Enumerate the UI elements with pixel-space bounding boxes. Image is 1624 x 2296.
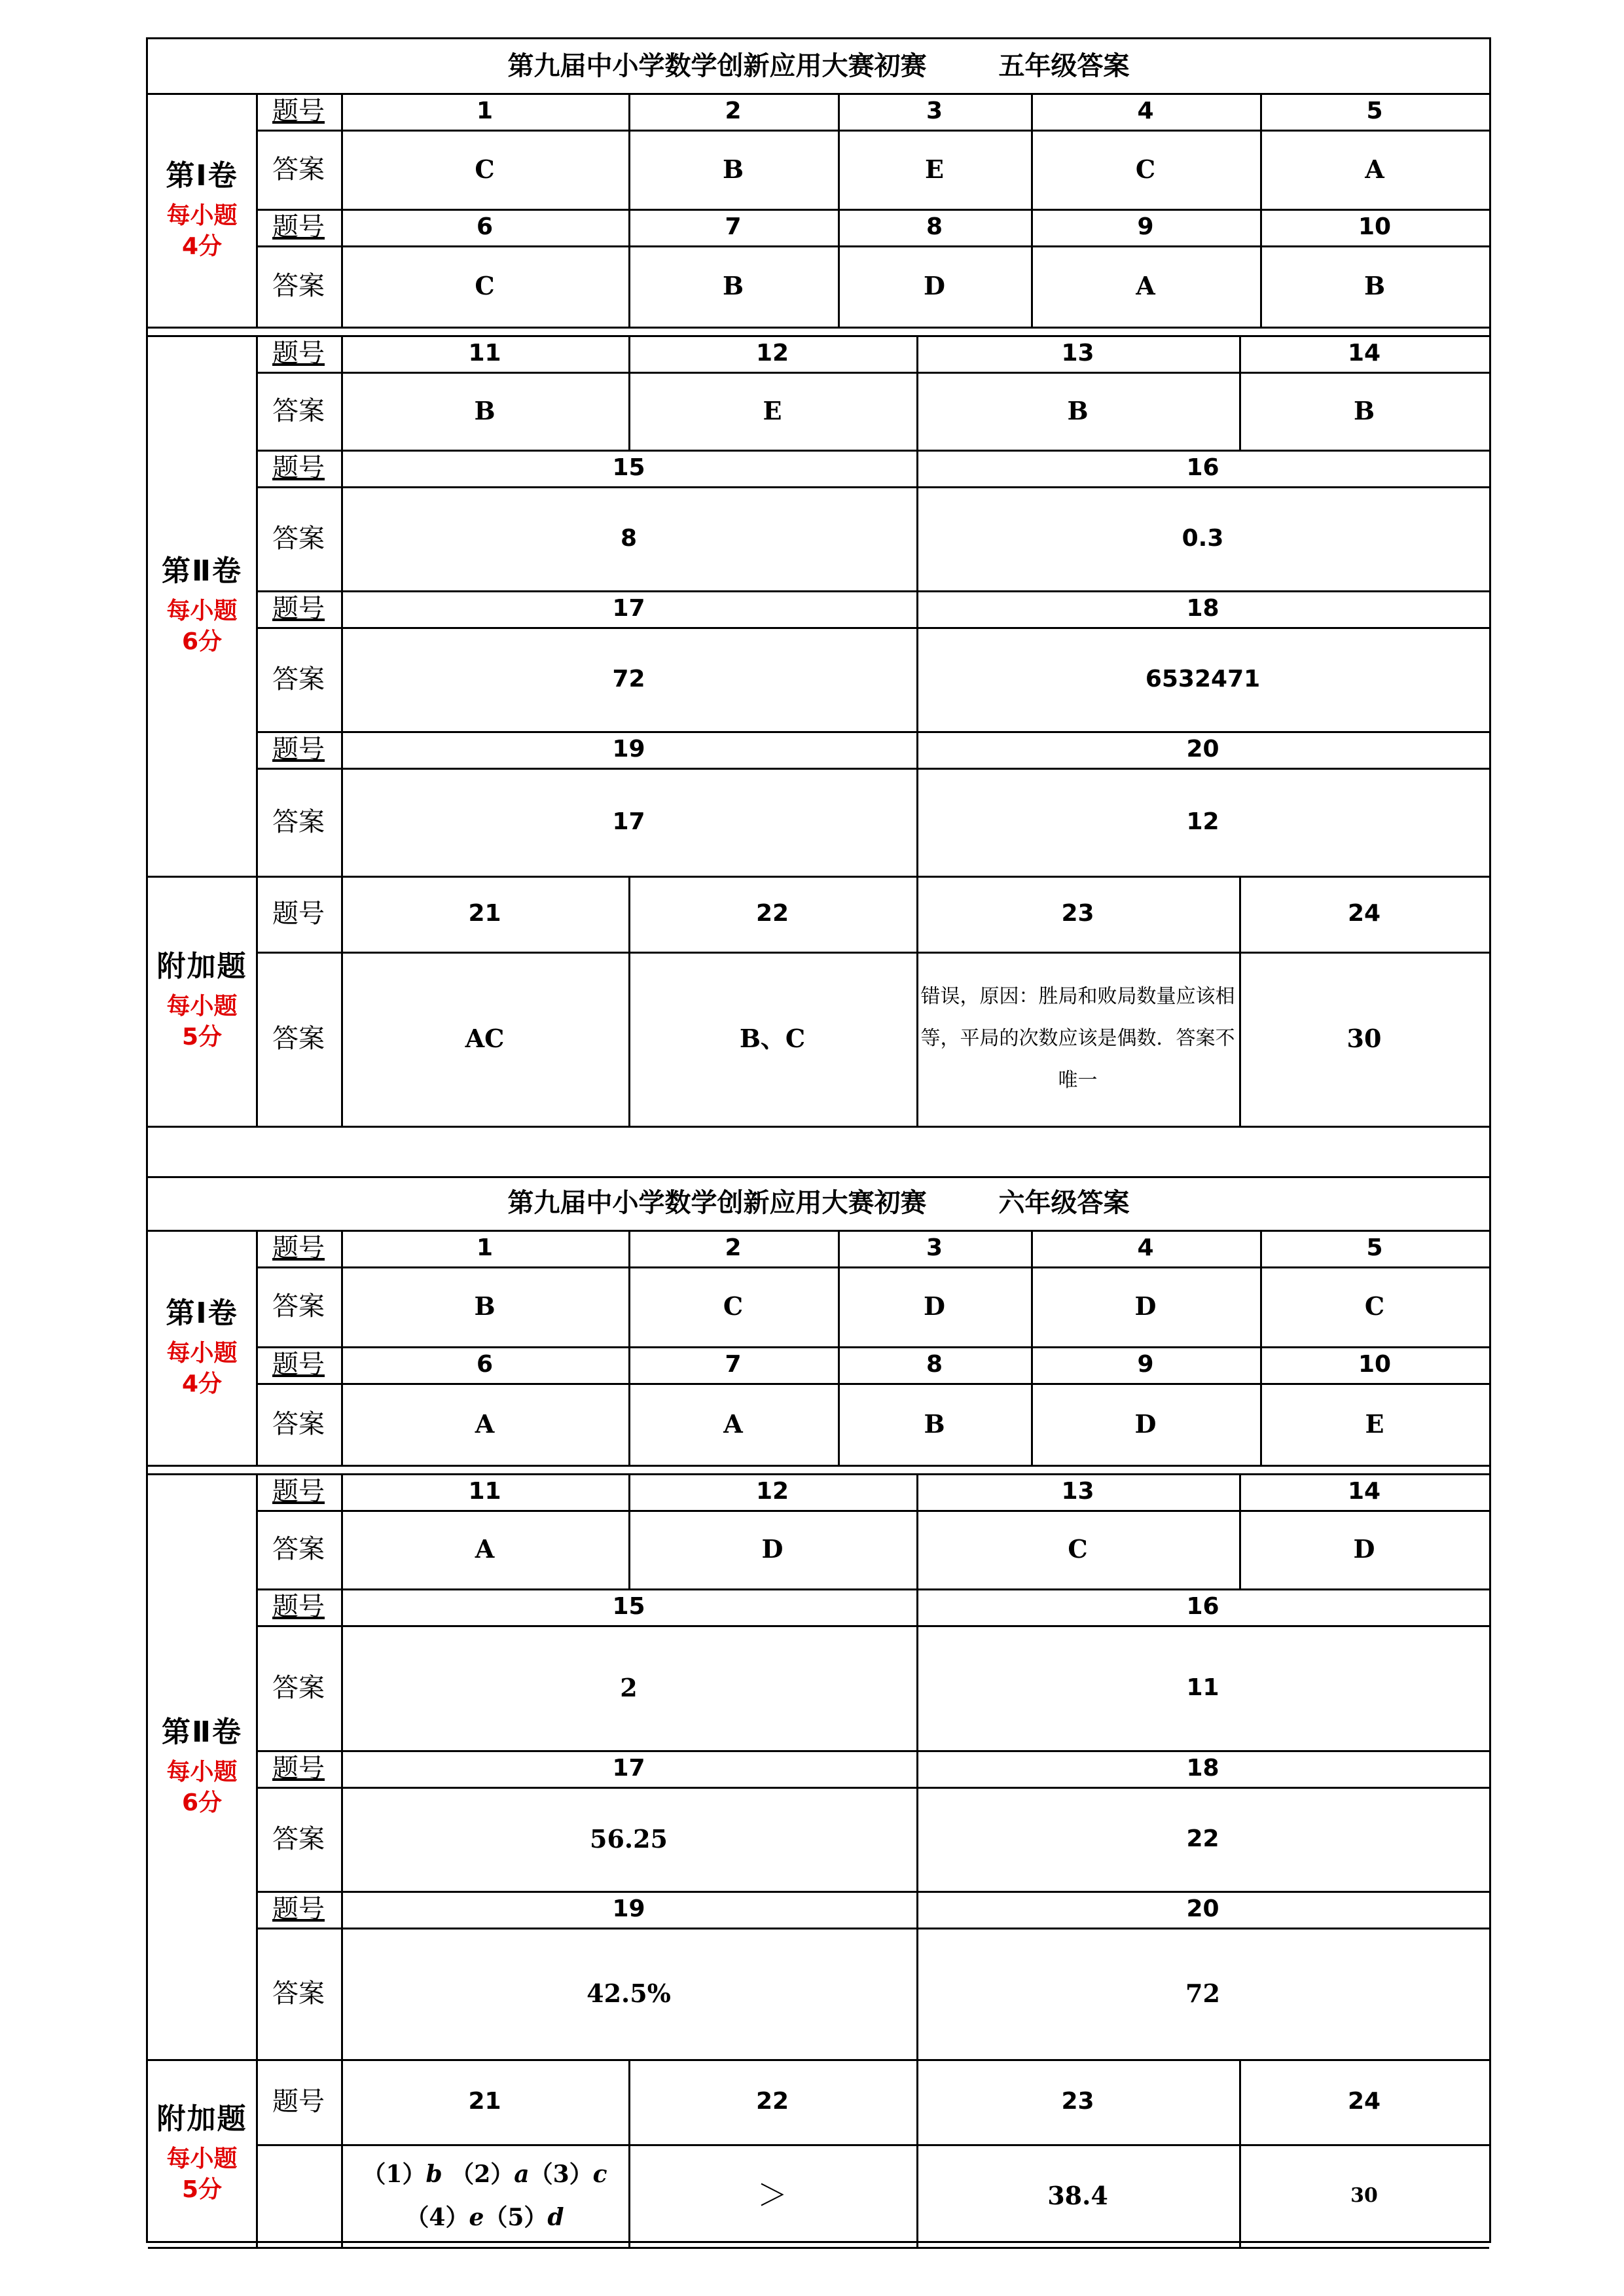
grade5-answer: 12 (1186, 808, 1219, 835)
grade6-bonus-points-label: 每小题 (166, 2145, 238, 2172)
grade5-answer: 0.3 (1182, 524, 1224, 552)
grade5-answer: B (722, 271, 744, 301)
grade5-a-label: 答案 (272, 1024, 325, 1054)
grade6-question-number: 13 (1061, 1478, 1094, 1505)
grade5-bonus-points-label: 每小题 (166, 993, 238, 1020)
part-label: （2） (450, 2160, 514, 2188)
grade6-answer: 72 (1185, 1978, 1220, 2008)
part-value: e (469, 2203, 484, 2231)
grade6-question-number: 6 (476, 1351, 494, 1378)
grade5-question-number: 1 (476, 98, 494, 125)
grade6-part1-label (148, 1230, 256, 1465)
grade5-bonus-name: 附加题 (156, 950, 247, 984)
grade6-a-label: 答案 (272, 1672, 325, 1703)
grade6-question-number: 2 (725, 1234, 742, 1262)
grade5-a-label: 答案 (272, 271, 325, 301)
grade6-answer: B (924, 1408, 945, 1439)
grade5-answer: B、C (739, 1024, 806, 1054)
grade5-answer: C (1135, 154, 1156, 184)
part-label: （4） (405, 2203, 469, 2231)
grade5-title-text: 第九届中小学数学创新应用大赛初赛 (507, 51, 927, 81)
grade5-question-number: 22 (755, 900, 789, 927)
grade5-q-label: 题号 (272, 594, 325, 624)
grade5-answer: C (475, 154, 495, 184)
grade5-q-label: 题号 (272, 734, 325, 764)
grade6-part2-points: 6分 (181, 1789, 223, 1816)
grade5-question-number: 11 (468, 340, 501, 367)
grade6-q-label: 题号 (272, 1350, 325, 1380)
grade6-a-label: 答案 (272, 1291, 325, 1321)
grade5-question-number: 3 (926, 98, 943, 125)
grade5-question-number: 24 (1347, 900, 1381, 927)
grade6-q-label: 题号 (272, 1477, 325, 1507)
grade6-answer: A (475, 1534, 495, 1564)
grade5-a-label: 答案 (272, 395, 325, 426)
grade6-answer: D (1134, 1408, 1157, 1439)
grade6-part1-points: 4分 (181, 1370, 223, 1397)
grade5-a-label: 答案 (272, 523, 325, 554)
grade6-part2-name: 第Ⅱ卷 (162, 1715, 242, 1749)
grade5-answer: AC (465, 1024, 505, 1054)
grade5-answer: 72 (612, 665, 645, 692)
grade5-answer: E (925, 154, 944, 184)
grade5-question-number: 4 (1137, 98, 1154, 125)
grade5-q-label: 题号 (272, 338, 325, 368)
grade6-answer: 2 (620, 1672, 638, 1702)
grade5-answer: B (722, 154, 744, 184)
part-label: （1） (362, 2160, 426, 2188)
grade6-question-number: 11 (468, 1478, 501, 1505)
grade5-a-label: 答案 (272, 154, 325, 185)
grade5-question-number: 6 (476, 213, 494, 241)
grade5-answer: B (1067, 395, 1089, 425)
part-value: b (425, 2160, 442, 2188)
part-label: （5） (484, 2203, 548, 2231)
grade5-q-label: 题号 (272, 96, 325, 126)
grade5-answer: 30 (1346, 1024, 1382, 1054)
grade6-question-number: 17 (612, 1755, 645, 1782)
grade5-question-number: 12 (755, 340, 789, 367)
grade6-answer: A (475, 1408, 495, 1439)
grade6-answer: E (1365, 1408, 1384, 1439)
grade5-question-number: 21 (468, 900, 501, 927)
grade6-question-number: 16 (1186, 1593, 1219, 1621)
grade5-part2-label (148, 335, 256, 876)
grade5-answer: C (475, 271, 495, 301)
grade6-answer: C (1364, 1291, 1385, 1321)
grade5-part1-label (148, 93, 256, 327)
grade6-answer: D (924, 1291, 945, 1321)
grade6-q-label: 题号 (272, 1233, 325, 1263)
grade5-bonus-label (148, 876, 256, 1126)
grade6-question-number: 1 (476, 1234, 494, 1262)
grade6-q-label: 题号 (272, 1753, 325, 1784)
part-value: c (592, 2160, 607, 2188)
grade6-bonus-label (148, 2059, 256, 2247)
grade5-answer: 17 (612, 808, 645, 835)
grade6-answer: D (1353, 1534, 1375, 1564)
grade6-part1-points-label: 每小题 (166, 1339, 238, 1367)
grade6-answer: D (1134, 1291, 1157, 1321)
grade6-subtitle-text: 六年级答案 (998, 1188, 1130, 1218)
grade6-q-label: 题号 (272, 2087, 325, 2117)
grade6-question-number: 19 (612, 1895, 645, 1923)
part-value: d (547, 2203, 564, 2231)
grade6-answer: C (1068, 1534, 1088, 1564)
grade5-q-label: 题号 (272, 453, 325, 483)
grade6-answer: 56.25 (590, 1823, 668, 1854)
answer-line (405, 2196, 564, 2239)
grade6-question-number: 7 (725, 1351, 742, 1378)
grade6-answer: B (474, 1291, 496, 1321)
grade5-question-number: 8 (926, 213, 943, 241)
grade5-q-label: 题号 (272, 212, 325, 242)
grade6-question-number: 23 (1061, 2088, 1094, 2115)
grade5-question-number: 17 (612, 595, 645, 622)
grade6-answer: 30 (1350, 2183, 1378, 2207)
grade6-answer: 38.4 (1047, 2180, 1108, 2210)
grade5-a-label: 答案 (272, 806, 325, 837)
grade6-answer: ＞ (757, 2177, 787, 2213)
grade6-question-number: 12 (755, 1478, 789, 1505)
grade5-part2-points-label: 每小题 (166, 598, 238, 625)
grade6-question-number: 3 (926, 1234, 943, 1262)
grade5-part1-name: 第Ⅰ卷 (166, 158, 238, 192)
grade6-answer-21 (341, 2144, 628, 2247)
grade5-answer: E (763, 395, 782, 425)
grade5-subtitle-text: 五年级答案 (998, 51, 1130, 81)
grade6-question-number: 21 (468, 2088, 501, 2115)
grade5-question-number: 7 (725, 213, 742, 241)
grade6-q-label: 题号 (272, 1592, 325, 1622)
grade5-question-number: 23 (1061, 900, 1094, 927)
grade5-question-number: 10 (1358, 213, 1392, 241)
grade5-answer: D (924, 271, 945, 301)
grade5-answer: B (474, 395, 496, 425)
grade5-part2-points: 6分 (181, 628, 223, 656)
grade5-question-number: 16 (1186, 454, 1219, 482)
grade5-question-number: 13 (1061, 340, 1094, 367)
answer-sheet (146, 37, 1491, 2243)
grade6-answer: C (723, 1291, 744, 1321)
grade6-question-number: 15 (612, 1593, 645, 1621)
grade6-part2-label (148, 1473, 256, 2059)
grade6-question-number: 20 (1186, 1895, 1219, 1923)
grade5-part2-name: 第Ⅱ卷 (162, 554, 242, 588)
grade5-question-number: 15 (612, 454, 645, 482)
part-value: a (514, 2160, 530, 2188)
grade6-part1-name: 第Ⅰ卷 (166, 1296, 238, 1330)
grade6-question-number: 10 (1358, 1351, 1392, 1378)
grade5-question-number: 19 (612, 736, 645, 763)
grade6-question-number: 8 (926, 1351, 943, 1378)
grade5-answer: B (1353, 395, 1375, 425)
grade6-title-text: 第九届中小学数学创新应用大赛初赛 (507, 1188, 927, 1218)
grade5-bonus-points: 5分 (181, 1024, 223, 1051)
grade5-a-label: 答案 (272, 664, 325, 694)
grade5-question-number: 18 (1186, 595, 1219, 622)
grade5-part1-points-label: 每小题 (166, 202, 238, 229)
grade5-answer: B (1363, 271, 1386, 301)
grade6-a-label: 答案 (272, 1978, 325, 2009)
grade6-question-number: 14 (1347, 1478, 1381, 1505)
grade6-bonus-points: 5分 (181, 2176, 223, 2203)
grade6-part2-points-label: 每小题 (166, 1758, 238, 1785)
grade6-answer: A (723, 1408, 743, 1439)
grade6-a-label: 答案 (272, 1823, 325, 1854)
part-label: （3） (529, 2160, 593, 2188)
grade5-question-number: 2 (725, 98, 742, 125)
grade6-a-label: 答案 (272, 1408, 325, 1439)
grade6-q-label: 题号 (272, 1894, 325, 1924)
grade6-bonus-name: 附加题 (156, 2102, 247, 2136)
answer-line (362, 2153, 607, 2196)
grade5-q-label: 题号 (272, 899, 325, 929)
grade6-question-number: 5 (1366, 1234, 1383, 1262)
grade5-question-number: 20 (1186, 736, 1219, 763)
grade6-answer: 42.5% (586, 1978, 671, 2008)
grade6-answer: 11 (1186, 1674, 1219, 1701)
grade5-answer: 8 (620, 524, 638, 552)
grade5-answer: A (1365, 154, 1384, 184)
grade5-question-number: 5 (1366, 98, 1383, 125)
grade5-answer: A (1136, 271, 1155, 301)
grade6-title (148, 1176, 1489, 1230)
grade6-question-number: 4 (1137, 1234, 1154, 1262)
grade5-question-number: 9 (1137, 213, 1154, 241)
grade6-question-number: 22 (755, 2088, 789, 2115)
grade5-part1-points: 4分 (181, 232, 223, 260)
grade6-question-number: 9 (1137, 1351, 1154, 1378)
grade6-question-number: 18 (1186, 1755, 1219, 1782)
grade6-answer: 22 (1186, 1825, 1219, 1852)
grade6-answer: D (761, 1534, 784, 1564)
grade5-title (148, 39, 1489, 93)
grade5-answer: 错误，原因：胜局和败局数量应该相等，平局的次数应该是偶数．答案不唯一 (920, 985, 1235, 1092)
grade5-question-number: 14 (1347, 340, 1381, 367)
grade5-answer: 6532471 (1145, 665, 1261, 692)
grade6-question-number: 24 (1347, 2088, 1381, 2115)
grade6-a-label: 答案 (272, 1534, 325, 1564)
